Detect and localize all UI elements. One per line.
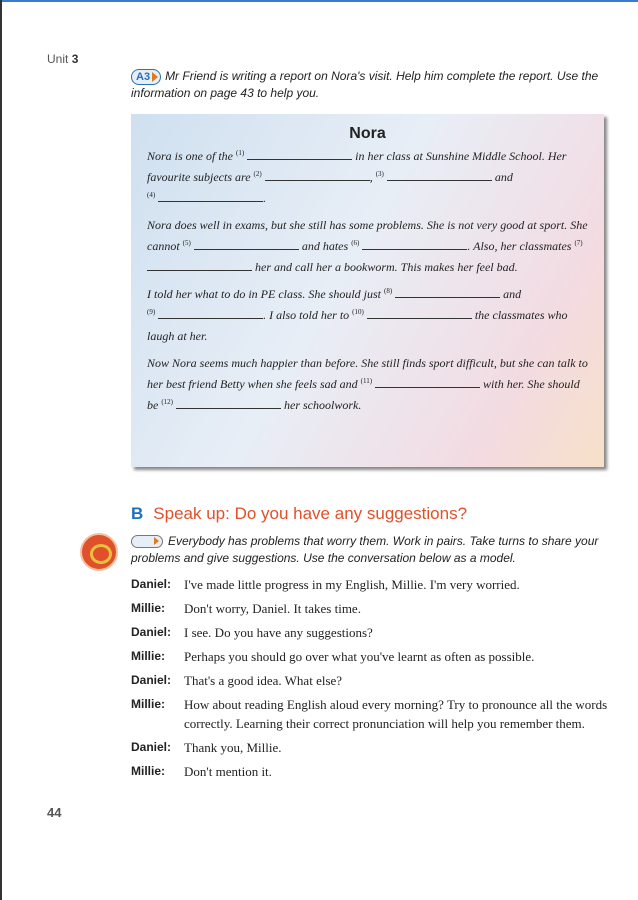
blank-12[interactable] [176,396,281,409]
utterance: I see. Do you have any suggestions? [184,625,373,640]
speaker: Millie: [131,649,166,663]
speaker: Daniel: [131,577,172,591]
blank-4[interactable] [158,189,263,202]
blank-2[interactable] [265,168,370,181]
utterance: I've made little progress in my English, Millie. I'm very worried. [184,577,520,592]
utterance: That's a good idea. What else? [184,673,343,688]
main-column [131,0,609,781]
speaker: Millie: [131,764,166,778]
dialogue-line [131,575,609,594]
audio-play-icon[interactable] [131,535,163,548]
report-paragraph-3: I told her what to do in PE class. She should just $^{(8)}$ and $^{(9)}$ . I also told her to $^{(10)}$ the classmates who laugh at her. [147,287,568,343]
dialogue [131,575,609,781]
dialogue-line [131,738,609,757]
blank-7[interactable] [147,258,252,271]
dialogue-line [131,671,609,690]
utterance: Perhaps you should go over what you've learnt as often as possible. [184,649,535,664]
speaker: Millie: [131,697,166,711]
audio-badge-a3[interactable]: A3 [131,69,161,85]
report-paragraph-1: Nora is one of the $^{(1)}$ in her class at Sunshine Middle School. Her favourite subjects are $^{(2)}$ , $^{(3)}$ and $^{(4)}$ . [147,149,567,205]
blank-9[interactable] [158,306,263,319]
blank-3[interactable] [387,168,492,181]
report-paragraph-4: Now Nora seems much happier than before. She still finds sport difficult, but she can talk to her best friend Betty when she feels sad and $^{(11)}$ with her. She should be $^{(12)}$ her schoolwork. [147,356,588,412]
section-b-heading: B Speak up: Do you have any suggestions? [131,504,468,523]
a3-instruction: A3 Mr Friend is writing a report on Nora's visit. Help him complete the report. Use the information on page 43 to help you. [131,69,599,100]
dialogue-line [131,647,609,666]
blank-1[interactable] [247,147,352,160]
utterance: Don't mention it. [184,764,272,779]
report-card [131,114,604,467]
page-edge [0,0,2,900]
dialogue-line [131,695,609,733]
unit-label: Unit 3 [47,52,79,66]
speaker: Daniel: [131,740,172,754]
report-title: Nora [349,125,386,142]
blank-8[interactable] [395,285,500,298]
utterance: Thank you, Millie. [184,740,282,755]
speaker: Millie: [131,601,166,615]
page-number: 44 [47,805,62,820]
report-paragraph-2: Nora does well in exams, but she still has some problems. She is not very good at sport. She cannot $^{(5)}$ and hates $^{(6)}$ . Also, her classmates $^{(7)}$ her and call her a bookworm. This makes her feel bad. [147,218,588,274]
section-b-instruction: Everybody has problems that worry them. Work in pairs. Take turns to share your problems and give suggestions. Use the conversation below as a model. [131,534,599,565]
blank-10[interactable] [367,306,472,319]
blank-5[interactable] [194,237,299,250]
dialogue-line [131,599,609,618]
utterance: Don't worry, Daniel. It takes time. [184,601,361,616]
speaker: Daniel: [131,625,172,639]
pair-work-icon [80,533,118,571]
dialogue-line [131,762,609,781]
utterance: How about reading English aloud every morning? Try to pronounce all the words correctly. Learning their correct pronunciation will help you remember them. [184,697,608,731]
dialogue-line [131,623,609,642]
blank-6[interactable] [362,237,467,250]
blank-11[interactable] [375,375,480,388]
section-b-intro [131,533,609,567]
speaker: Daniel: [131,673,172,687]
